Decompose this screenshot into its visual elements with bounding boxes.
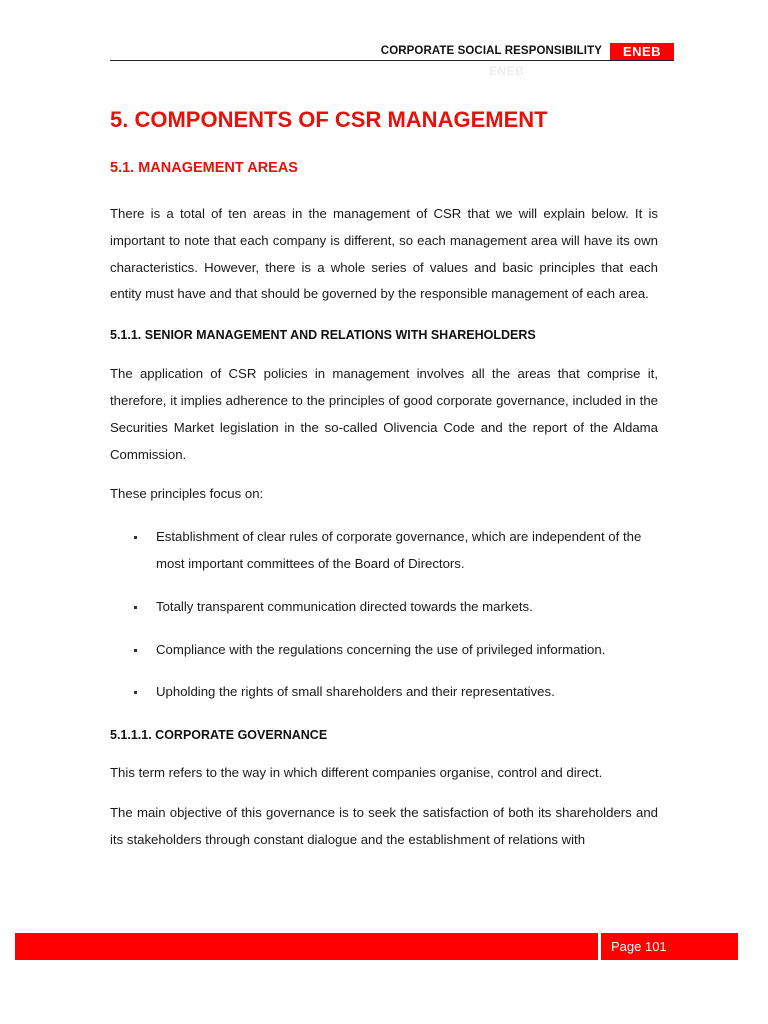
bullet-icon: [134, 606, 137, 609]
list-item-text: Compliance with the regulations concerning the use of privileged information.: [156, 641, 606, 657]
list-item: [110, 679, 658, 706]
page-number: Page 101: [611, 939, 667, 954]
principles-intro: These principles focus on:: [110, 486, 264, 502]
eneb-logo: ENEB: [610, 43, 674, 61]
running-header-title: CORPORATE SOCIAL RESPONSIBILITY: [380, 45, 602, 57]
list-item-text: Establishment of clear rules of corporate governance, which are independent of the most important committees of the Board of Directors.: [156, 529, 642, 571]
principles-list: [110, 524, 658, 706]
list-item-text: Upholding the rights of small shareholders and their representatives.: [156, 684, 555, 700]
footer-divider: [598, 933, 601, 960]
application-paragraph: The application of CSR policies in management involves all the areas that comprise it, therefore, it implies adherence to the principles of good corporate governance, included in the Securities Market legislation in the so-called Olivencia Code and the report of the Aldama Commission.: [110, 366, 658, 462]
chapter-title: 5. COMPONENTS OF CSR MANAGEMENT: [110, 107, 548, 132]
section-title: 5.1. MANAGEMENT AREAS: [110, 160, 298, 176]
list-item: [110, 637, 658, 664]
list-item: [110, 524, 658, 578]
intro-paragraph: There is a total of ten areas in the management of CSR that we will explain below. It is important to note that each company is different, so each management area will have its own characteristics. However, there is a whole series of values and basic principles that each entity must have and that should be governed by the responsible management of each area.: [110, 206, 658, 302]
page-content: [110, 100, 658, 854]
term-paragraph: This term refers to the way in which different companies organise, control and direct.: [110, 765, 603, 781]
bullet-icon: [134, 536, 137, 539]
list-item-text: Totally transparent communication directed towards the markets.: [156, 598, 533, 614]
objective-paragraph: The main objective of this governance is to seek the satisfaction of both its shareholders and its stakeholders through constant dialogue and the establishment of relations with: [110, 804, 658, 847]
eneb-watermark-logo: ENEB: [489, 64, 525, 78]
bullet-icon: [134, 649, 137, 652]
subsection-title: 5.1.1. SENIOR MANAGEMENT AND RELATIONS WITH SHAREHOLDERS: [110, 328, 536, 343]
bullet-icon: [134, 691, 137, 694]
list-item: [110, 594, 658, 621]
subsubsection-title: 5.1.1.1. CORPORATE GOVERNANCE: [110, 728, 328, 743]
header-divider: [110, 60, 674, 61]
